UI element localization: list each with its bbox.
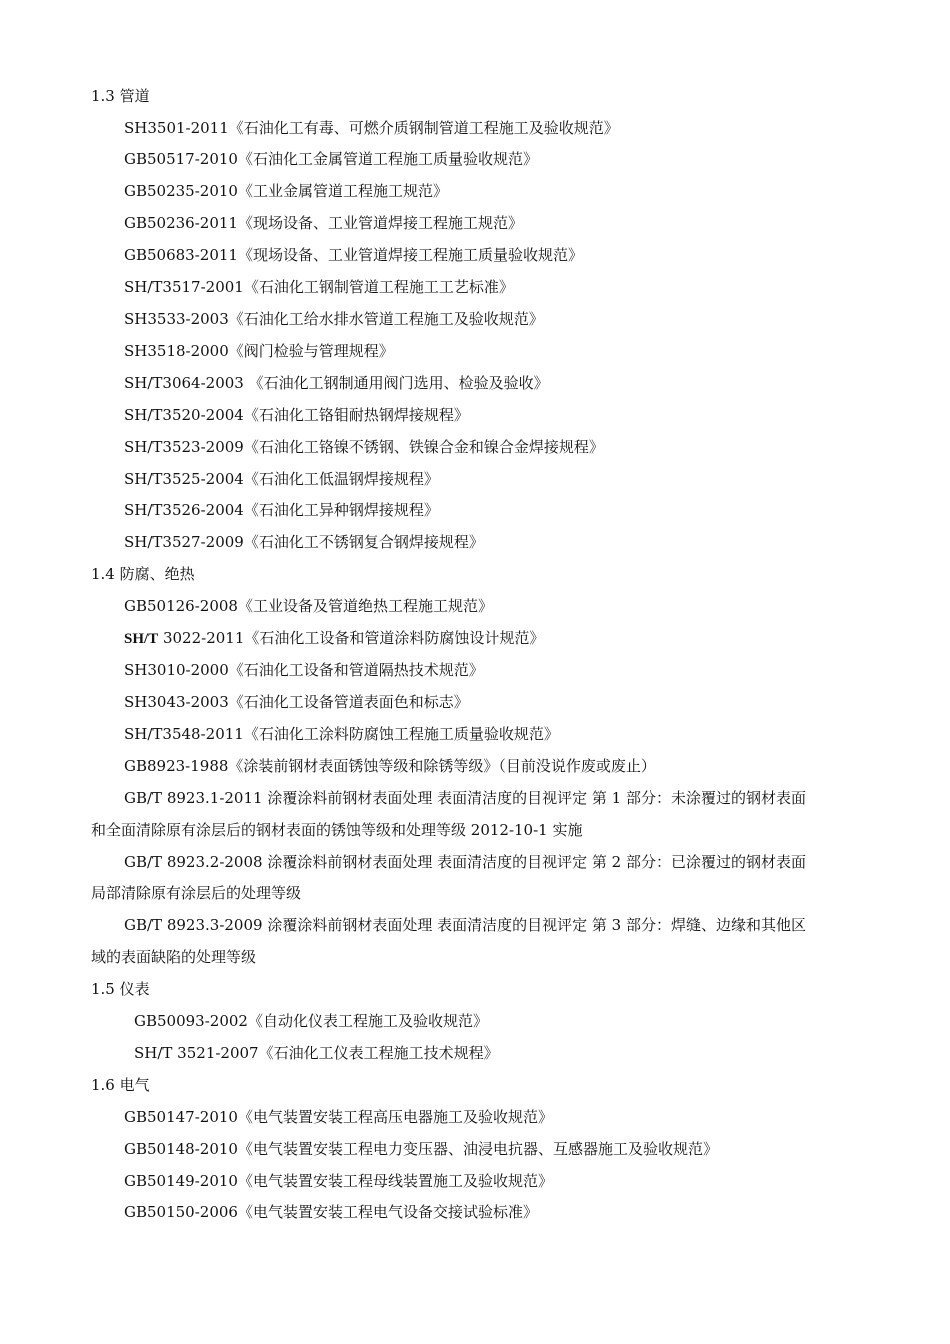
standard-item: SH/T3526-2004《石油化工异种钢焊接规程》 [124,501,439,519]
standard-item: GB50126-2008《工业设备及管道绝热工程施工规范》 [124,597,493,615]
standard-paragraph-line: 局部清除原有涂层后的处理等级 [91,884,302,902]
standard-item: GB50148-2010《电气装置安装工程电力变压器、油浸电抗器、互感器施工及验收规范》 [124,1140,718,1158]
standard-text: 3022-2011《石油化工设备和管道涂料防腐蚀设计规范》 [162,629,545,647]
standard-item: SH/T 3521-2007《石油化工仪表工程施工技术规程》 [134,1044,499,1062]
standard-paragraph-line: 域的表面缺陷的处理等级 [91,948,257,966]
standard-item: SH/T3064-2003 《石油化工钢制通用阀门选用、检验及验收》 [124,374,549,392]
standard-item: GB50150-2006《电气装置安装工程电气设备交接试验标准》 [124,1203,538,1221]
section-heading-1-3: 1.3 管道 [91,87,150,105]
standard-item: GB50147-2010《电气装置安装工程高压电器施工及验收规范》 [124,1108,553,1126]
standard-item: SH/T3517-2001《石油化工钢制管道工程施工工艺标准》 [124,278,514,296]
section-heading-1-6: 1.6 电气 [91,1076,150,1094]
section-heading-1-4: 1.4 防腐、绝热 [91,565,195,583]
standard-paragraph-line: GB/T 8923.3-2009 涂覆涂料前钢材表面处理 表面清洁度的目视评定 第 3 部分：焊缝、边缘和其他区 [124,916,806,934]
standard-item: GB50236-2011《现场设备、工业管道焊接工程施工规范》 [124,214,523,232]
standard-prefix: SH/T [124,631,159,647]
standard-item: SH/T3527-2009《石油化工不锈钢复合钢焊接规程》 [124,533,484,551]
standard-item: SH/T3525-2004《石油化工低温钢焊接规程》 [124,470,439,488]
standard-paragraph-line: GB/T 8923.1-2011 涂覆涂料前钢材表面处理 表面清洁度的目视评定 第 1 部分：未涂覆过的钢材表面 [124,789,806,807]
standard-paragraph-line: 和全面清除原有涂层后的钢材表面的锈蚀等级和处理等级 2012-10-1 实施 [91,821,583,839]
standard-item: GB50235-2010《工业金属管道工程施工规范》 [124,182,448,200]
standard-item [124,628,544,648]
standard-item: SH/T3523-2009《石油化工铬镍不锈钢、铁镍合金和镍合金焊接规程》 [124,438,604,456]
standard-paragraph-line: GB/T 8923.2-2008 涂覆涂料前钢材表面处理 表面清洁度的目视评定 第 2 部分：已涂覆过的钢材表面 [124,853,806,871]
standard-item: SH3043-2003《石油化工设备管道表面色和标志》 [124,693,469,711]
standard-item: GB50149-2010《电气装置安装工程母线装置施工及验收规范》 [124,1172,553,1190]
standard-item: SH3010-2000《石油化工设备和管道隔热技术规范》 [124,661,484,679]
standard-item: SH3518-2000《阀门检验与管理规程》 [124,342,394,360]
section-heading-1-5: 1.5 仪表 [91,980,150,998]
standard-item: GB50093-2002《自动化仪表工程施工及验收规范》 [134,1012,488,1030]
standard-item: SH/T3520-2004《石油化工铬钼耐热钢焊接规程》 [124,406,469,424]
standard-item: GB50517-2010《石油化工金属管道工程施工质量验收规范》 [124,150,538,168]
standard-item: SH3533-2003《石油化工给水排水管道工程施工及验收规范》 [124,310,544,328]
standard-item: GB8923-1988《涂装前钢材表面锈蚀等级和除锈等级》（目前没说作废或废止） [124,757,656,775]
standard-item: SH/T3548-2011《石油化工涂料防腐蚀工程施工质量验收规范》 [124,725,559,743]
standard-item: SH3501-2011《石油化工有毒、可燃介质钢制管道工程施工及验收规范》 [124,119,619,137]
standard-item: GB50683-2011《现场设备、工业管道焊接工程施工质量验收规范》 [124,246,583,264]
